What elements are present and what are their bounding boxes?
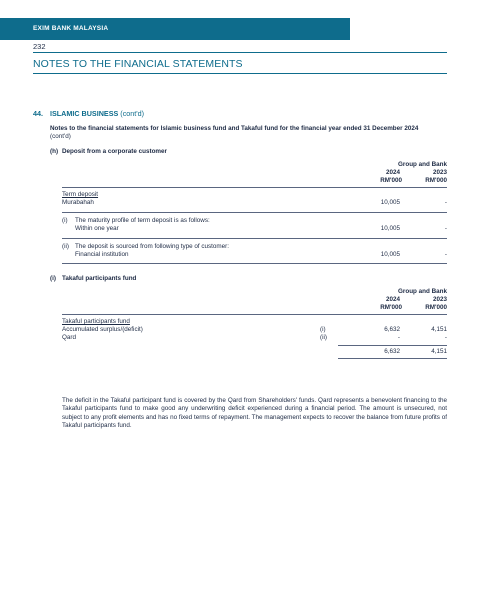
row-rule — [62, 238, 447, 239]
unit-2024-header: RM'000 — [380, 304, 402, 311]
title-divider — [33, 73, 447, 74]
table-row-2023: 4,151 — [431, 326, 447, 333]
section-heading — [50, 110, 144, 118]
unit-2024-header: RM'000 — [380, 177, 402, 184]
total-2023: 4,151 — [431, 348, 447, 355]
table-row-label: Accumulated surplus/(deficit) — [62, 326, 143, 333]
unit-2023-header: RM'000 — [425, 177, 447, 184]
note-i-label: (i) — [50, 275, 56, 282]
sub-i-2024: 10,005 — [380, 225, 400, 232]
row-rule — [62, 212, 447, 213]
sub-i-text: The maturity profile of term deposit is as follows: — [75, 217, 210, 224]
section-subtitle-cont: (cont'd) — [50, 133, 71, 140]
org-name: EXIM BANK MALAYSIA — [33, 25, 109, 32]
group-bank-header: Group and Bank — [398, 288, 447, 295]
note-h-title: Deposit from a corporate customer — [62, 148, 167, 155]
total-rule-bottom — [338, 358, 447, 359]
table-row-label: Qard — [62, 334, 76, 341]
sub-i-2023: - — [444, 225, 447, 232]
top-divider — [33, 52, 447, 53]
year-2023-header: 2023 — [432, 169, 447, 176]
takaful-fund-heading: Takaful participants fund — [62, 318, 130, 325]
org-header-bar — [0, 18, 350, 40]
sub-ii-label: (ii) — [62, 243, 69, 250]
header-rule — [62, 187, 447, 188]
page-title: NOTES TO THE FINANCIAL STATEMENTS — [33, 58, 243, 70]
section-subtitle: Notes to the financial statements for Islamic business fund and Takaful fund for the financial year ended 31 December 2024 — [50, 125, 419, 132]
table-row-ref: (i) — [320, 326, 326, 333]
section-number: 44. — [33, 109, 43, 118]
note-i-title: Takaful participants fund — [62, 275, 137, 282]
sub-ii-2023: - — [444, 251, 447, 258]
header-rule — [62, 314, 447, 315]
sub-ii-2024: 10,005 — [380, 251, 400, 258]
table-row-2024: - — [397, 334, 400, 341]
sub-i-item: Within one year — [75, 225, 119, 232]
takaful-deficit-paragraph: The deficit in the Takaful participant fund is covered by the Qard from Shareholders' funds. Qard represents a benevolent financing to the Takaful participants fund to make good any underwriting deficit experienced during a financial period. The amount is unsecured, not subject to any profit elements and has no fixed terms of repayment. The management expects to recover the balance from future profits of Takaful participants fund. — [62, 397, 447, 430]
table-row-2023: - — [444, 334, 447, 341]
table-row-ref: (ii) — [320, 334, 327, 341]
sub-ii-item: Financial institution — [75, 251, 129, 258]
sub-ii-text: The deposit is sourced from following type of customer: — [75, 243, 229, 250]
table-row-2024: 6,632 — [384, 326, 400, 333]
unit-2023-header: RM'000 — [425, 304, 447, 311]
sub-i-label: (i) — [62, 217, 68, 224]
total-rule-top — [338, 345, 447, 346]
section-name: ISLAMIC BUSINESS — [50, 109, 119, 118]
murabahah-label: Murabahah — [62, 199, 94, 206]
year-2024-header: 2024 — [385, 296, 400, 303]
row-rule — [62, 263, 447, 264]
group-bank-header: Group and Bank — [398, 161, 447, 168]
term-deposit-label: Term deposit — [62, 191, 99, 198]
page-number: 232 — [33, 42, 46, 51]
murabahah-2024: 10,005 — [380, 199, 400, 206]
note-h-label: (h) — [50, 148, 59, 155]
murabahah-2023: - — [444, 199, 447, 206]
total-2024: 6,632 — [384, 348, 400, 355]
year-2024-header: 2024 — [385, 169, 400, 176]
section-suffix: (cont'd) — [120, 109, 145, 118]
year-2023-header: 2023 — [432, 296, 447, 303]
